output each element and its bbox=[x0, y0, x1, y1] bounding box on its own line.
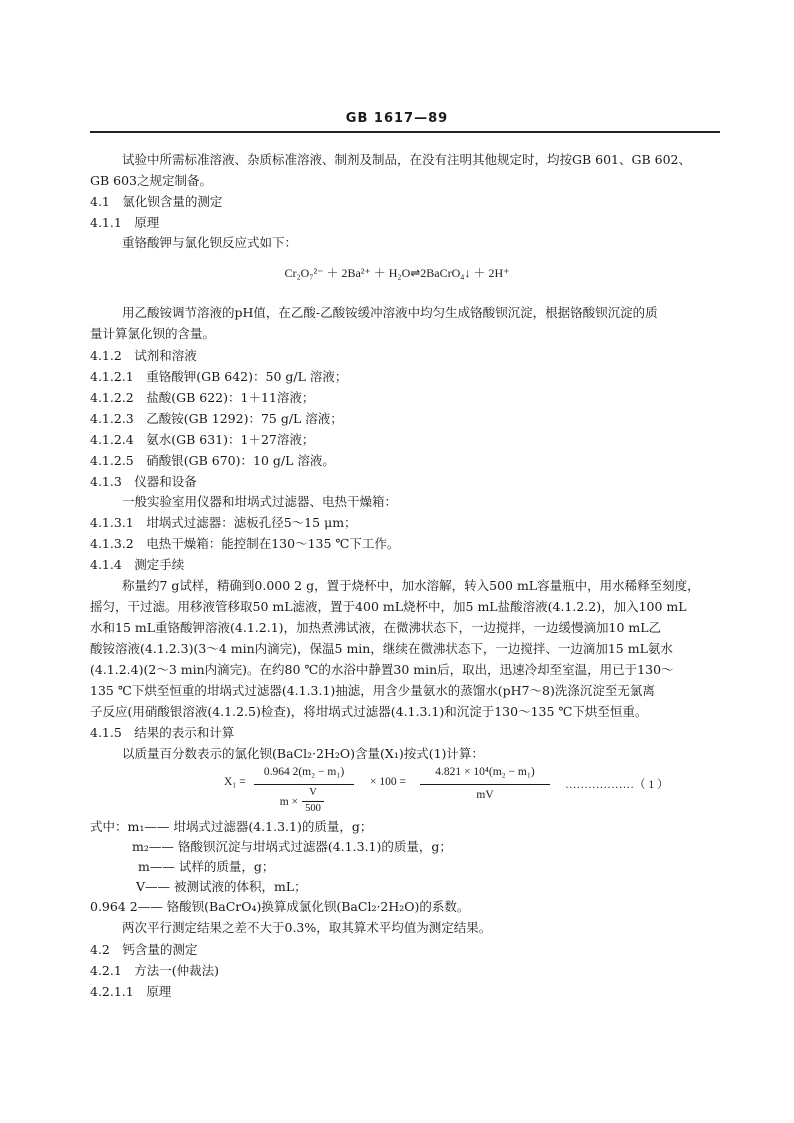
section-4-2-1-1-title: 4.2.1.1 原理 bbox=[90, 984, 172, 999]
procedure-line: 水和15 mL重铬酸钾溶液(4.1.2.1)，加热煮沸试液，在微沸状态下，一边搅拌，一边缓慢滴加10 mL乙 bbox=[90, 620, 662, 635]
repeatability-note: 两次平行测定结果之差不大于0.3%，取其算术平均值为测定结果。 bbox=[122, 920, 492, 935]
section-4-1-2-title: 4.1.2 试剂和溶液 bbox=[90, 348, 197, 363]
section-4-2-title: 4.2 钙含量的测定 bbox=[90, 942, 198, 957]
where-item: m—— 试样的质量，g； bbox=[138, 859, 275, 874]
document-code-header: GB 1617—89 bbox=[345, 111, 449, 126]
section-4-1-4-title: 4.1.4 测定手续 bbox=[90, 557, 185, 572]
reagent-item: 4.1.2.4 氨水(GB 631)：1＋27溶液； bbox=[90, 432, 315, 447]
formula-v: V bbox=[309, 787, 317, 798]
where-item: 式中：m₁—— 坩埚式过滤器(4.1.3.1)的质量，g； bbox=[90, 819, 373, 834]
formula-lhs: X₁ = bbox=[224, 776, 246, 788]
intro-line-1: 试验中所需标准溶液、杂质标准溶液、制剂及制品，在没有注明其他规定时，均按GB 601、GB 602、 bbox=[122, 152, 692, 167]
procedure-line: 酸铵溶液(4.1.2.3)(3～4 min内滴完)，保温5 min，继续在微沸状态下，一边搅拌、一边滴加15 mL氨水 bbox=[90, 641, 673, 656]
where-item: 0.964 2—— 铬酸钡(BaCrO₄)换算成氯化钡(BaCl₂·2H₂O)的系数。 bbox=[90, 899, 470, 914]
section-4-1-5-title: 4.1.5 结果的表示和计算 bbox=[90, 725, 235, 740]
principle-line-2: 量计算氯化钡的含量。 bbox=[90, 326, 216, 341]
apparatus-intro: 一般实验室用仪器和坩埚式过滤器、电热干燥箱： bbox=[122, 494, 398, 509]
reagent-item: 4.1.2.5 硝酸银(GB 670)：10 g/L 溶液。 bbox=[90, 453, 335, 468]
where-item: V—— 被测试液的体积，mL； bbox=[136, 879, 307, 894]
formula-number: ………………（ 1 ） bbox=[565, 779, 669, 791]
section-4-1-1-title: 4.1.1 原理 bbox=[90, 215, 160, 230]
principle-line-1: 用乙酸铵调节溶液的pH值，在乙酸-乙酸铵缓冲溶液中均匀生成铬酸钡沉淀，根据铬酸钡沉淀的质 bbox=[122, 305, 658, 320]
fraction-bar-2 bbox=[420, 784, 550, 785]
formula-denominator-m: m × bbox=[279, 796, 298, 808]
principle-intro: 重铬酸钾与氯化钡反应式如下： bbox=[122, 235, 298, 250]
fraction-bar-1 bbox=[254, 784, 354, 785]
fraction-bar-v500 bbox=[302, 801, 324, 802]
reagent-item: 4.1.2.3 乙酸铵(GB 1292)：75 g/L 溶液； bbox=[90, 411, 343, 426]
reagent-item: 4.1.2.1 重铬酸钾(GB 642)：50 g/L 溶液； bbox=[90, 369, 348, 384]
procedure-line: (4.1.2.4)(2～3 min内滴完)。在约80 ℃的水浴中静置30 min后，取出，迅速冷却至室温，用已于130～ bbox=[90, 662, 674, 677]
formula-500: 500 bbox=[305, 803, 321, 814]
calculation-intro: 以质量百分数表示的氯化钡(BaCl₂·2H₂O)含量(X₁)按式(1)计算： bbox=[122, 746, 484, 761]
apparatus-item: 4.1.3.2 电热干燥箱：能控制在130～135 ℃下工作。 bbox=[90, 536, 400, 551]
header-rule bbox=[90, 131, 720, 133]
where-item: m₂—— 铬酸钡沉淀与坩埚式过滤器(4.1.3.1)的质量，g； bbox=[132, 839, 452, 854]
formula-numerator-2: 4.821 × 10⁴(m₂ − m₁) bbox=[435, 766, 535, 778]
section-4-1-3-title: 4.1.3 仪器和设备 bbox=[90, 474, 197, 489]
section-4-1-title: 4.1 氯化钡含量的测定 bbox=[90, 194, 223, 209]
intro-line-2: GB 603之规定制备。 bbox=[90, 173, 213, 188]
procedure-line: 摇匀，干过滤。用移液管移取50 mL滤液，置于400 mL烧杯中，加5 mL盐酸溶液(4.1.2.2)，加入100 mL bbox=[90, 599, 687, 614]
formula-numerator-1: 0.964 2(m₂ − m₁) bbox=[263, 766, 345, 778]
procedure-line: 子反应(用硝酸银溶液(4.1.2.5)检查)，将坩埚式过滤器(4.1.3.1)和沉淀于130～135 ℃下烘至恒重。 bbox=[90, 704, 648, 719]
section-4-2-1-title: 4.2.1 方法一(仲裁法) bbox=[90, 963, 220, 978]
apparatus-item: 4.1.3.1 坩埚式过滤器：滤板孔径5～15 μm； bbox=[90, 515, 357, 530]
formula-denominator-2: mV bbox=[476, 789, 494, 801]
procedure-line: 135 ℃下烘至恒重的坩埚式过滤器(4.1.3.1)抽滤，用含少量氨水的蒸馏水(pH7～8)洗涤沉淀至无氯离 bbox=[90, 683, 655, 698]
procedure-line: 称量约7 g试样，精确到0.000 2 g，置于烧杯中，加水溶解，转入500 mL容量瓶中，用水稀释至刻度， bbox=[122, 578, 700, 593]
formula-times-100: × 100 = bbox=[370, 776, 406, 788]
reaction-equation: Cr₂O₇²⁻ ＋ 2Ba²⁺ ＋ H₂O⇌2BaCrO₄↓ ＋ 2H⁺ bbox=[284, 266, 510, 280]
reagent-item: 4.1.2.2 盐酸(GB 622)：1＋11溶液； bbox=[90, 390, 315, 405]
